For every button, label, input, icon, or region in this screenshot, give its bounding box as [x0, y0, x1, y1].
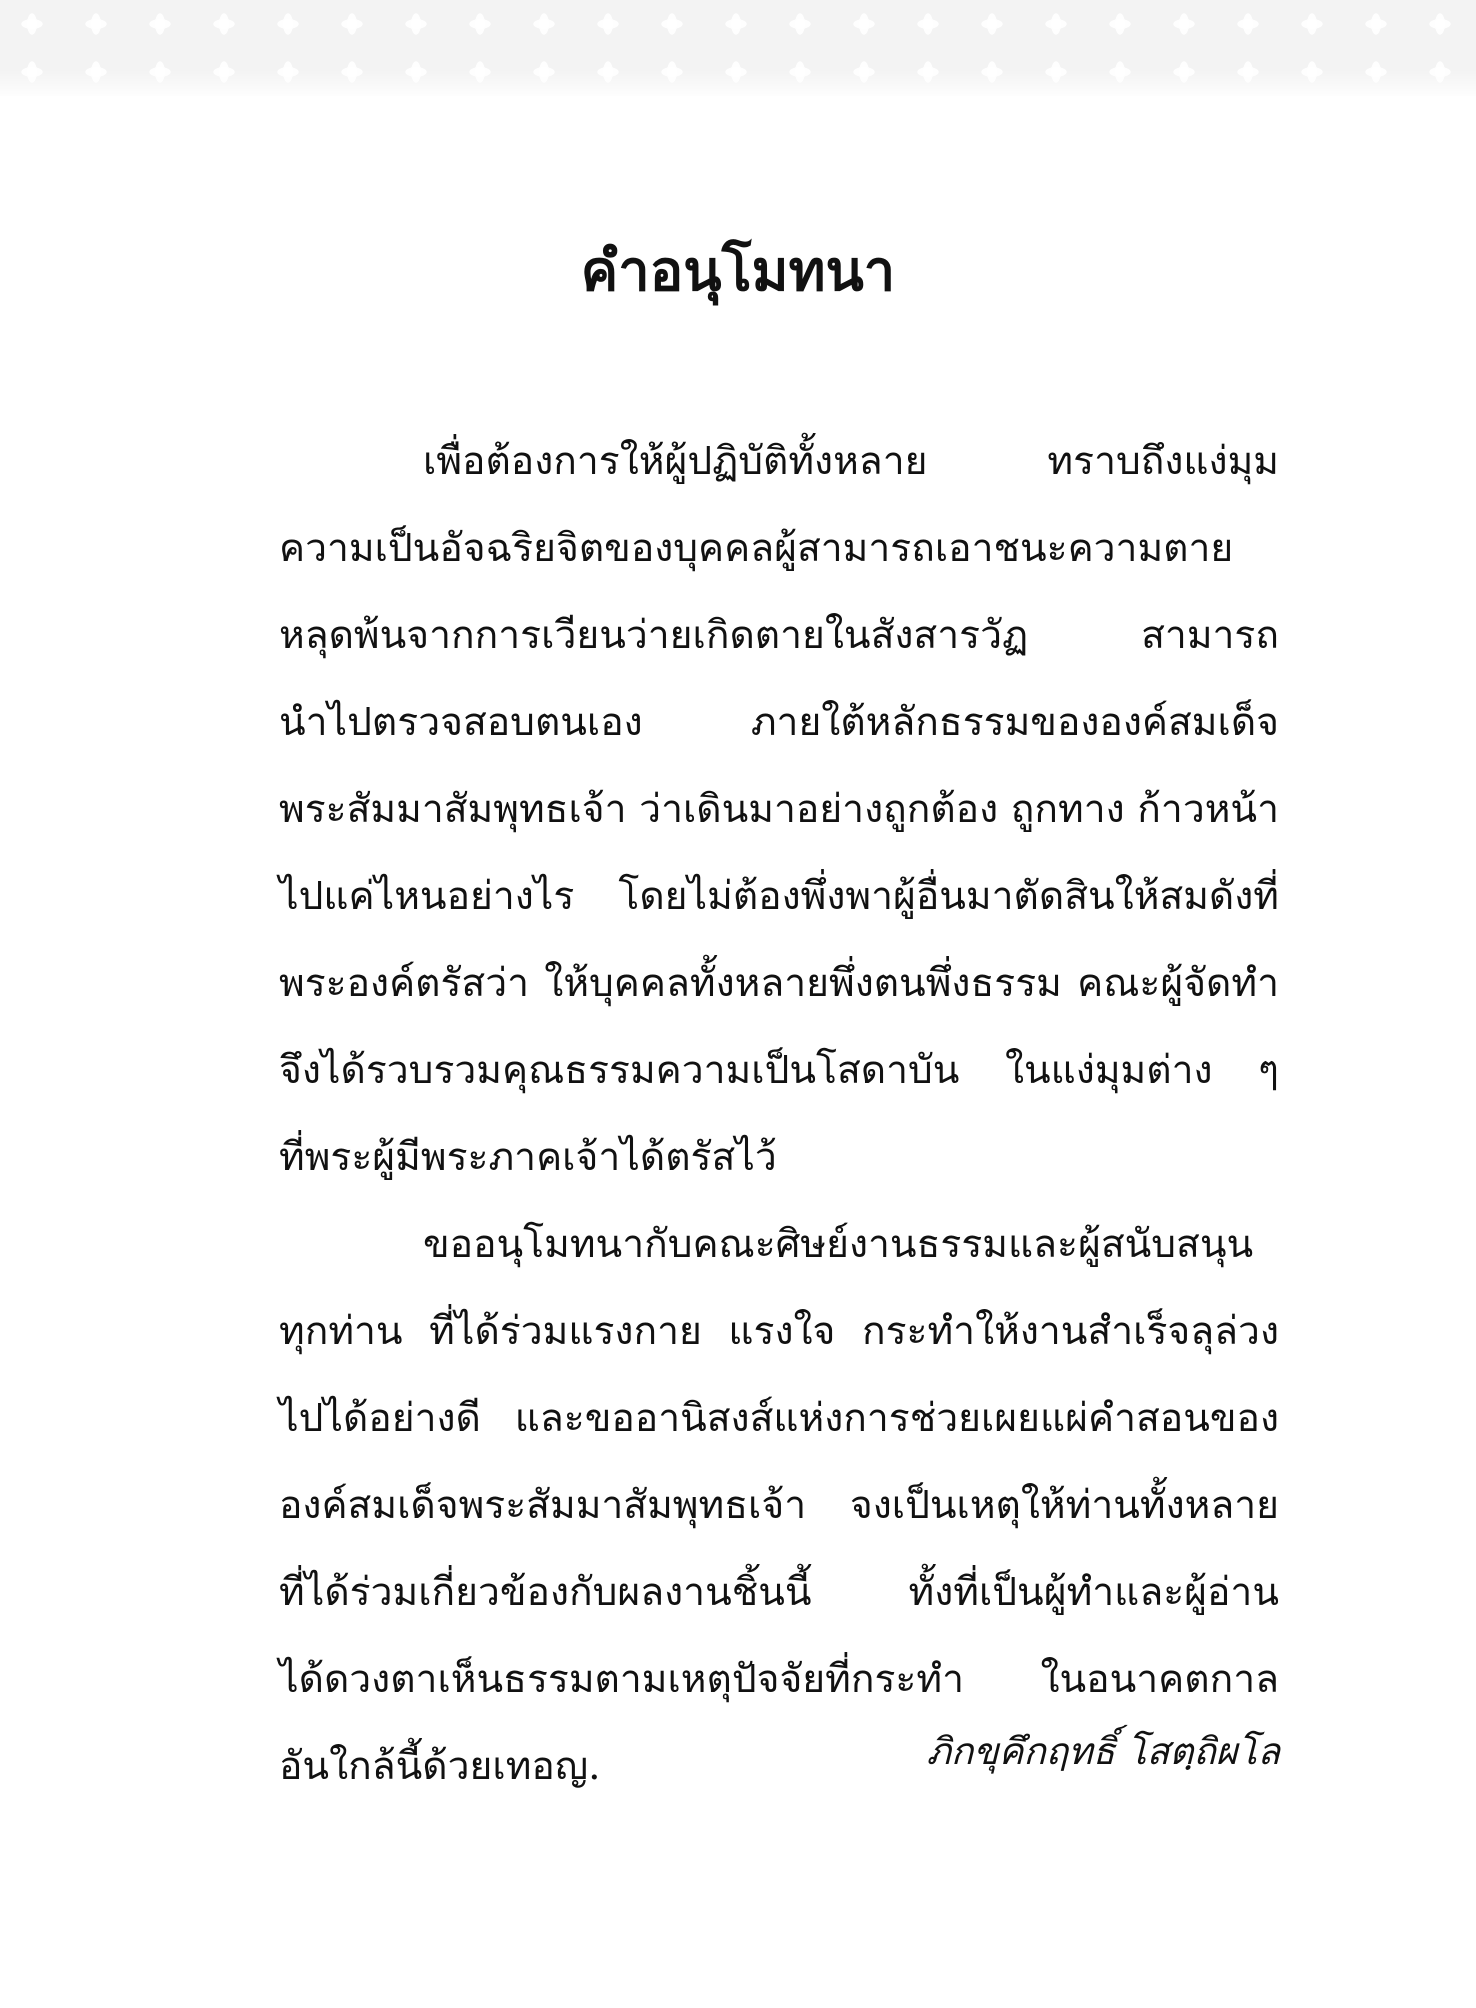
text-line: พระสัมมาสัมพุทธเจ้า ว่าเดินมาอย่างถูกต้อง ถูกทาง ก้าวหน้า — [279, 787, 1279, 832]
text-line: หลุดพ้นจากการเวียนว่ายเกิดตายในสังสารวัฏ สามารถ — [279, 613, 1279, 658]
text-line: เพื่อต้องการให้ผู้ปฏิบัติทั้งหลาย ทราบถึงแง่มุม — [423, 439, 1279, 484]
paragraph-thanks — [279, 1201, 1279, 1810]
text-line: นำไปตรวจสอบตนเอง ภายใต้หลักธรรมขององค์สมเด็จ — [279, 700, 1279, 745]
text-line: ไปแค่ไหนอย่างไร โดยไม่ต้องพึ่งพาผู้อื่นมาตัดสินให้สมดังที่ — [279, 874, 1279, 919]
text-line: ไปได้อย่างดี และขออานิสงส์แห่งการช่วยเผยแผ่คำสอนของ — [279, 1396, 1279, 1441]
document-body — [279, 418, 1279, 1810]
text-line: ที่ได้ร่วมเกี่ยวข้องกับผลงานชิ้นนี้ ทั้งที่เป็นผู้ทำและผู้อ่าน — [279, 1570, 1279, 1615]
paragraph-purpose — [279, 418, 1279, 1201]
text-line: ความเป็นอัจฉริยจิตของบุคคลผู้สามารถเอาชนะความตาย — [279, 526, 1234, 571]
header-pattern-fade — [0, 70, 1476, 100]
text-line: พระองค์ตรัสว่า ให้บุคคลทั้งหลายพึ่งตนพึ่งธรรม คณะผู้จัดทำ — [279, 961, 1279, 1006]
text-line: อันใกล้นี้ด้วยเทอญ. — [279, 1744, 601, 1789]
text-line: ได้ดวงตาเห็นธรรมตามเหตุปัจจัยที่กระทำ ในอนาคตกาล — [279, 1657, 1279, 1702]
text-line: จึงได้รวบรวมคุณธรรมความเป็นโสดาบัน ในแง่มุมต่าง ๆ — [279, 1048, 1279, 1093]
text-line: องค์สมเด็จพระสัมมาสัมพุทธเจ้า จงเป็นเหตุให้ท่านทั้งหลาย — [279, 1483, 1279, 1528]
text-line: ขออนุโมทนากับคณะศิษย์งานธรรมและผู้สนับสนุน — [423, 1222, 1254, 1267]
text-line: ที่พระผู้มีพระภาคเจ้าได้ตรัสไว้ — [279, 1135, 777, 1180]
author-signature: ภิกขุคึกฤทธิ์ โสตฺถิผโล — [926, 1730, 1280, 1773]
page-title: คำอนุโมทนา — [580, 238, 896, 304]
text-line: ทุกท่าน ที่ได้ร่วมแรงกาย แรงใจ กระทำให้งานสำเร็จลุล่วง — [279, 1309, 1279, 1354]
